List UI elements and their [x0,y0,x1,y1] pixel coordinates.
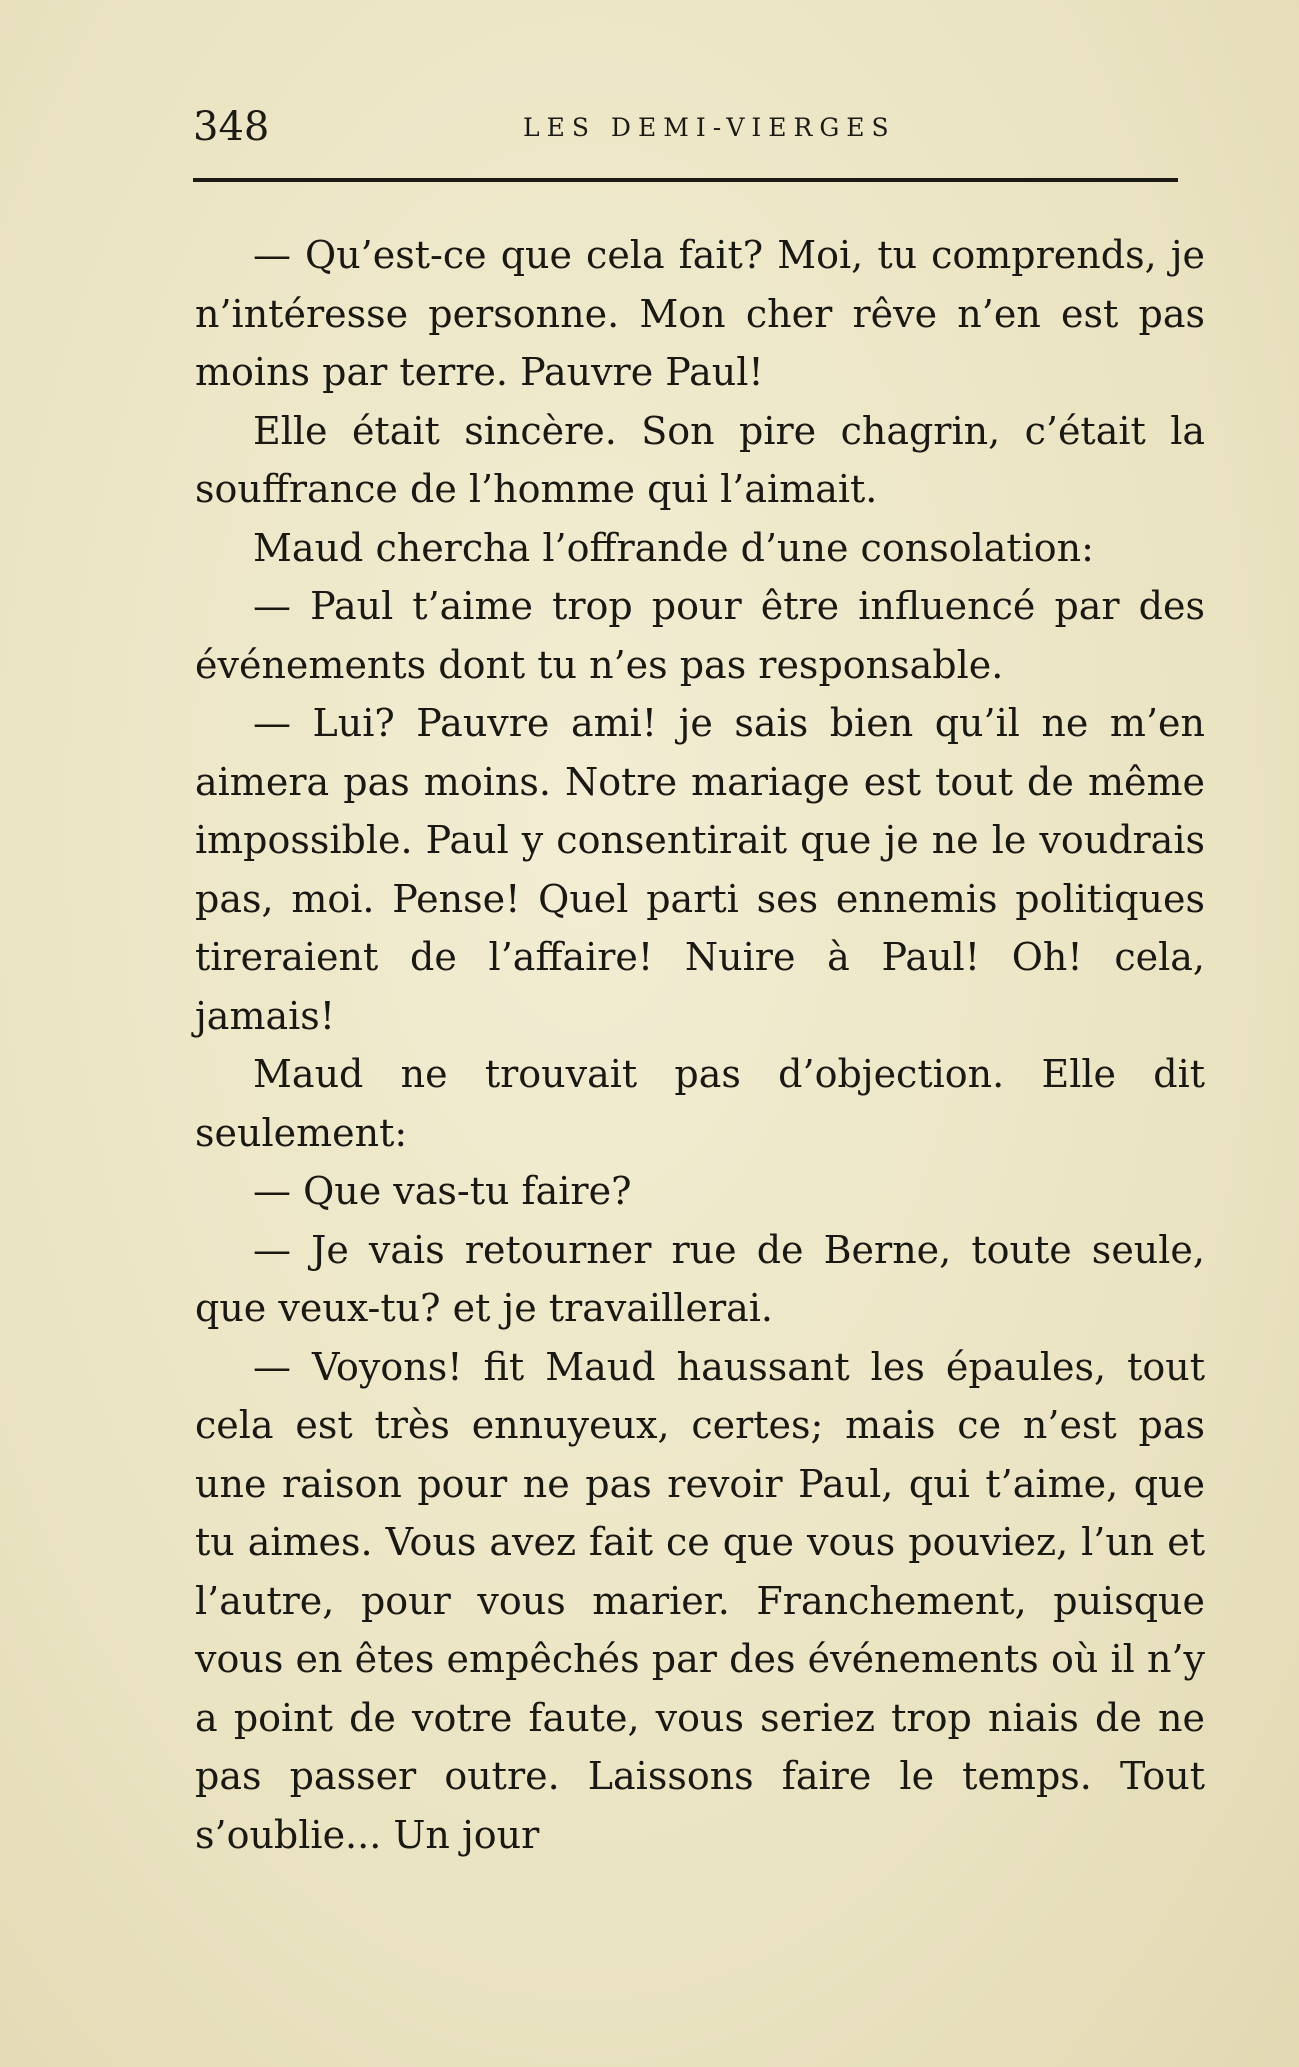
paragraph: — Lui? Pauvre ami! je sais bien qu’il ne m’en aimera pas moins. Notre mariage est tout de même impossible. Paul y consentirait que je ne le voudrais pas, moi. Pense! Quel parti ses ennemis politiques tireraient de l’affaire! Nuire à Paul! Oh! cela, jamais! [195,701,1205,1038]
paragraph: Elle était sincère. Son pire chagrin, c’était la souffrance de l’homme qui l’aimait. [195,408,1205,511]
body-text [195,226,1205,1864]
paragraph: — Paul t’aime trop pour être influencé par des événements dont tu n’es pas responsable. [195,584,1205,687]
paragraph: — Voyons! fit Maud haussant les épaules, tout cela est très ennuyeux, certes; mais ce n’est pas une raison pour ne pas revoir Paul, qui t’aime, que tu aimes. Vous avez fait ce que vous pouviez, l’un et l’autre, pour vous marier. Franchement, puisque vous en êtes empêchés par des événements où il n’y a point de votre faute, vous seriez trop niais de ne pas passer outre. Laissons faire le temps. Tout s’oublie... Un jour [195,1344,1205,1857]
header-rule [193,178,1178,182]
paragraph: — Que vas-tu faire? [253,1169,632,1213]
paragraph: — Qu’est-ce que cela fait? Moi, tu comprends, je n’intéresse personne. Mon cher rêve n’en est pas moins par terre. Pauvre Paul! [195,233,1205,394]
paragraph: Maud ne trouvait pas d’objection. Elle dit seulement: [195,1052,1205,1155]
paragraph: Maud chercha l’offrande d’une consolation: [253,525,1094,570]
page-number: 348 [193,104,270,150]
page-header [193,102,1178,152]
running-title: LES DEMI-VIERGES [523,113,896,142]
paragraph: — Je vais retourner rue de Berne, toute seule, que veux-tu? et je travaillerai. [195,1227,1205,1330]
